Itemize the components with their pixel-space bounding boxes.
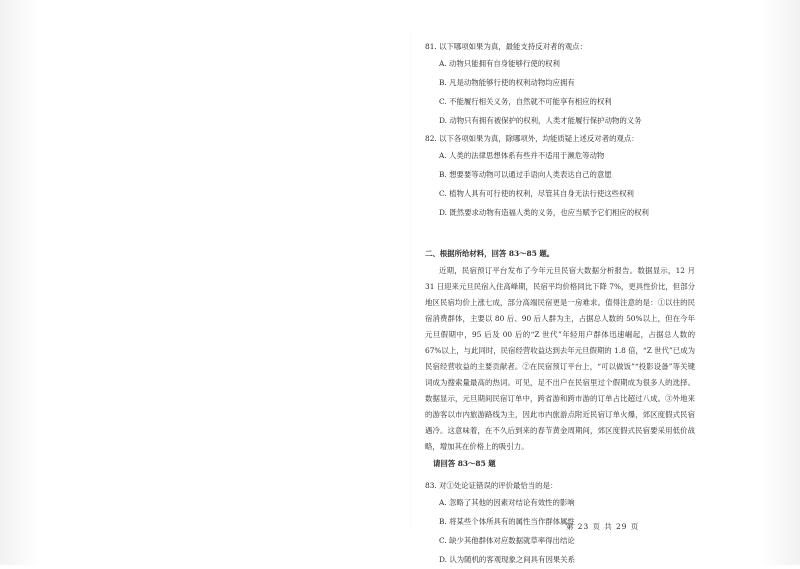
section-2-subtitle: 请回答 83～85 题 <box>433 459 496 469</box>
question-81-option-d: D. 动物只有拥有被保护的权利，人类才能履行保护动物的义务 <box>439 116 642 125</box>
page-number-footer: 第 23 页 共 29 页 <box>566 522 640 531</box>
question-82-stem: 82. 以下各项如果为真，除哪项外，均能质疑上述反对者的观点： <box>425 134 639 143</box>
question-83-stem: 83. 对①处论证错误的评价最恰当的是： <box>425 480 558 490</box>
question-83-option-c: C. 缺少其他群体对应数据就草率得出结论 <box>439 535 575 545</box>
question-82-option-c: C. 植物人具有可行使的权利，尽管其自身无法行使这些权利 <box>439 189 634 198</box>
page-content <box>425 38 695 569</box>
section-2-title: 二、根据所给材料，回答 83～85 题。 <box>425 249 555 258</box>
question-81-stem: 81. 以下哪项如果为真，最能支持反对者的观点： <box>425 42 587 51</box>
question-82-option-d: D. 既然要求动物有造福人类的义务，也应当赋予它们相应的权利 <box>439 208 649 217</box>
question-83-option-d: D. 认为随机的客观现象之间具有因果关系 <box>439 554 576 564</box>
question-83-option-b: B. 将某些个体所具有的属性当作群体属性 <box>439 516 575 526</box>
question-82-option-a: A. 人类的法律思想体系有些并不适用于濒危等动物 <box>439 151 605 160</box>
question-81-option-b: B. 凡是动物能够行使的权利动物均应拥有 <box>439 78 575 87</box>
scan-shadow <box>410 30 411 530</box>
question-81-option-c: C. 不能履行相关义务，自然就不可能享有相应的权利 <box>439 97 612 106</box>
question-82-option-b: B. 想要要等动物可以通过手语向人类表达自己的意愿 <box>439 170 612 179</box>
question-83-option-a: A. 忽略了其他的因素对结论有效性的影响 <box>439 497 575 507</box>
reading-passage: 近期，民宿预订平台发布了今年元旦民宿大数据分析报告。数据显示，12 月 31 日迎来元旦民宿入住高峰期，民宿平均价格同比下降 7%，更具性价比，但部分地区民宿均价上涨七成，部分高端民宿更是一房难求。值得注意的是：①以往的民宿消费群体，主要以 80 后、90 后人群为主，占据总人数的 50%以上，但在今年元旦假期中，95 后及 00 后的“Z 世代”年轻用户群体迅速崛起，占据总人数的 67%以上，与此同时，民宿经营收益达到去年元旦假期的 1.8 倍，“Z 世代”已成为民宿经营收益的主要贡献者。②在民宿预订平台上，“可以做饭”“投影设备”等关键词成为搜索量最高的热词。可见，足不出户在民宿里过个假期成为很多人的选择。数据显示，元旦期间民宿订单中，跨省游和跨市游的订单占比超过八成。③外地来的游客以市内旅游路线为主，因此市内旅游点附近民宿订单火爆，郊区度假式民宿遇冷。这意味着，在不久后到来的春节黄金周期间，郊区度假式民宿要采用低价战略，增加其在价格上的吸引力。 <box>425 266 695 452</box>
question-81-option-a: A. 动物只能拥有自身能够行使的权利 <box>439 59 560 68</box>
